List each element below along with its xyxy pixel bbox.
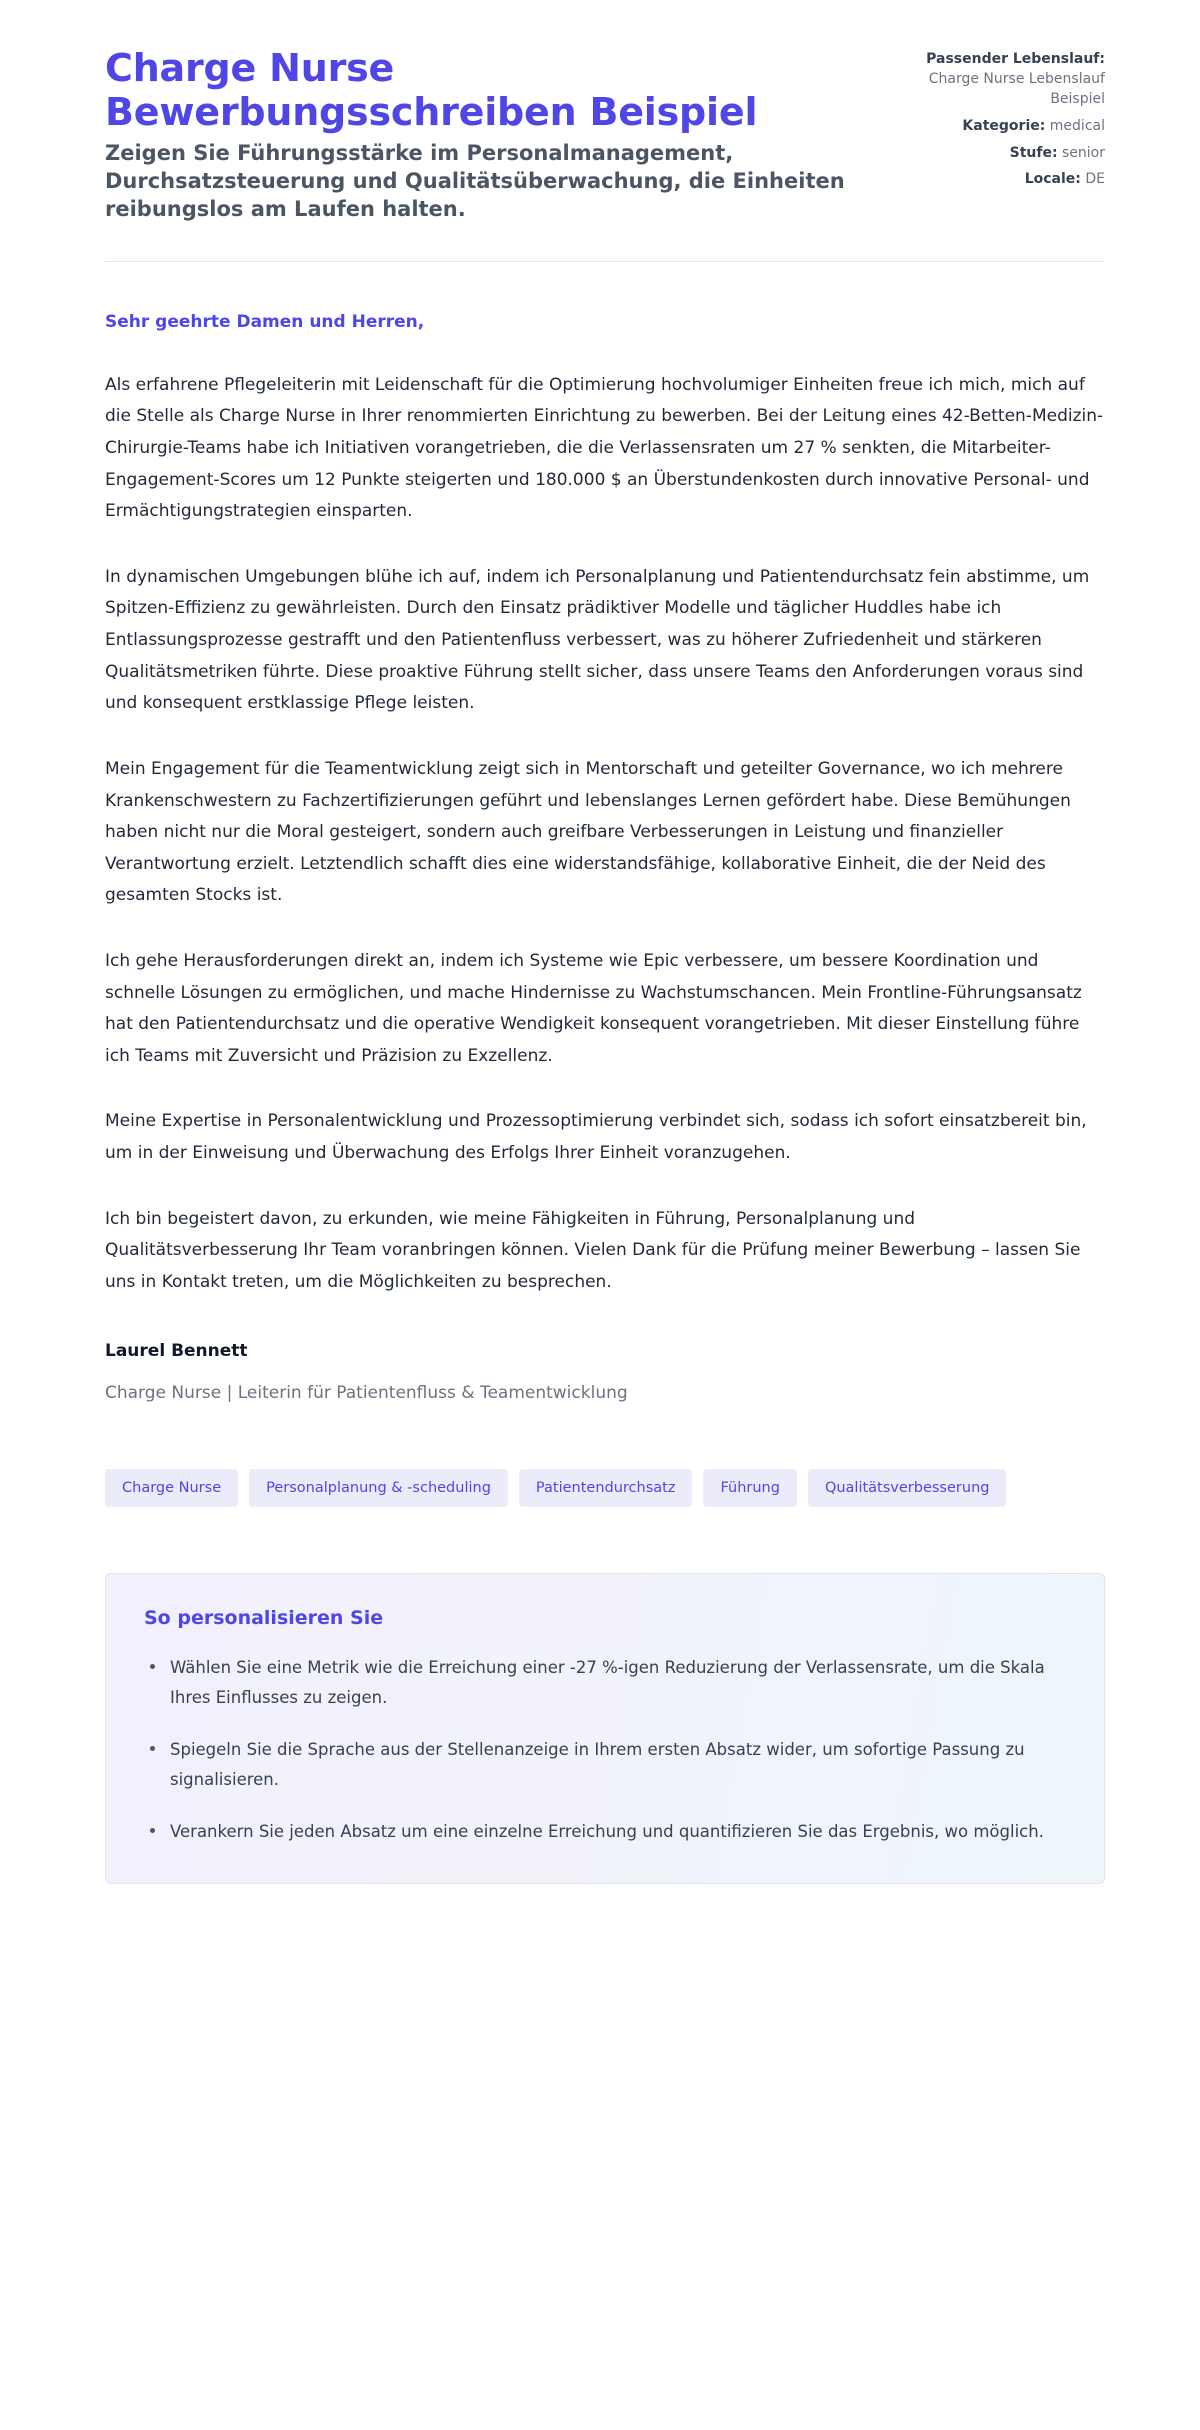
- tip-list-item: [144, 1653, 1066, 1713]
- personalization-tip-box: [105, 1573, 1105, 1884]
- document-metadata: [909, 46, 1105, 190]
- signature-block: [105, 1338, 1105, 1406]
- tip-list-item-text: Verankern Sie jeden Absatz um eine einzelne Erreichung und quantifizieren Sie das Ergebnis, wo möglich.: [170, 1821, 1044, 1841]
- tip-list-item-text: Wählen Sie eine Metrik wie die Erreichung einer -27 %-igen Reduzierung der Verlassensrate, um die Skala Ihres Einflusses zu zeigen.: [170, 1657, 1045, 1707]
- metadata-value: medical: [1049, 117, 1105, 134]
- metadata-value: senior: [1062, 144, 1105, 161]
- tip-list-item-text: Spiegeln Sie die Sprache aus der Stellenanzeige in Ihrem ersten Absatz wider, um sofortige Passung zu signalisieren.: [170, 1739, 1025, 1789]
- letter-paragraph: Meine Expertise in Personalentwicklung und Prozessoptimierung verbindet sich, sodass ich sofort einsatzbereit bin, um in der Einweisung und Überwachung des Erfolgs Ihrer Einheit voranzugehen.: [105, 1111, 1087, 1163]
- signature-role: Charge Nurse | Leiterin für Patientenfluss & Teamentwicklung: [105, 1382, 628, 1403]
- document-header: [105, 46, 1105, 223]
- bullet-icon: [150, 1664, 155, 1669]
- metadata-label: Stufe:: [1009, 144, 1058, 161]
- metadata-label: Locale:: [1024, 171, 1081, 188]
- letter-paragraph: Ich gehe Herausforderungen direkt an, indem ich Systeme wie Epic verbessere, um bessere Koordination und schnelle Lösungen zu ermöglichen, und mache Hindernisse zu Wachstumschancen. Mein Frontline-Führungsansatz hat den Patientendurchsatz und die operative Wendigkeit konsequent vorangetrieben. Mit dieser Einstellung führe ich Teams mit Zuversicht und Präzision zu Exzellenz.: [105, 950, 1082, 1066]
- metadata-row-locale: [909, 170, 1105, 190]
- metadata-label: Kategorie:: [962, 117, 1046, 134]
- metadata-row-level: [909, 144, 1105, 164]
- tip-box-title: So personalisieren Sie: [144, 1607, 384, 1630]
- tag-chip[interactable]: Personalplanung & -scheduling: [249, 1469, 508, 1508]
- bullet-icon: [150, 1828, 155, 1833]
- tag-chip[interactable]: Qualitätsverbesserung: [808, 1469, 1007, 1508]
- letter-paragraph: Als erfahrene Pflegeleiterin mit Leidenschaft für die Optimierung hochvolumiger Einheiten freue ich mich, mich auf die Stelle als Charge Nurse in Ihrer renommierten Einrichtung zu bewerben. Bei der Leitung eines 42-Betten-Medizin-Chirurgie-Teams habe ich Initiativen vorangetrieben, die die Verlassensraten um 27 % senkten, die Mitarbeiter-Engagement-Scores um 12 Punkte steigerten und 180.000 $ an Überstundenkosten durch innovative Personal- und Ermächtigungstrategien einsparten.: [105, 374, 1104, 522]
- metadata-value: DE: [1085, 171, 1105, 188]
- metadata-row-resume: [909, 50, 1105, 110]
- tip-list: [144, 1653, 1066, 1847]
- tag-chip[interactable]: Patientendurchsatz: [519, 1469, 693, 1508]
- letter-paragraph: In dynamischen Umgebungen blühe ich auf, indem ich Personalplanung und Patientendurchsatz fein abstimme, um Spitzen-Effizienz zu gewährleisten. Durch den Einsatz prädiktiver Modelle und täglicher Huddles habe ich Entlassungsprozesse gestrafft und den Patientenfluss verbessert, was zu höherer Zufriedenheit und stärkeren Qualitätsmetriken führte. Diese proaktive Führung stellt sicher, dass unsere Teams den Anforderungen voraus sind und konsequent erstklassige Pflege leisten.: [105, 566, 1090, 714]
- letter-salutation: Sehr geehrte Damen und Herren,: [105, 312, 425, 333]
- page-subtitle: Zeigen Sie Führungsstärke im Personalmanagement, Durchsatzsteuerung und Qualitätsüberwachung, die Einheiten reibungslos am Laufen halten.: [105, 141, 845, 221]
- tip-list-item: [144, 1817, 1066, 1847]
- metadata-row-category: [909, 117, 1105, 137]
- tag-chip[interactable]: Charge Nurse: [105, 1469, 238, 1508]
- tag-chip[interactable]: Führung: [703, 1469, 796, 1508]
- letter-body: [105, 262, 1105, 1407]
- header-title-block: [105, 46, 869, 223]
- bullet-icon: [150, 1746, 155, 1751]
- tip-list-item: [144, 1735, 1066, 1795]
- signature-name: Laurel Bennett: [105, 1341, 248, 1362]
- metadata-label: Passender Lebenslauf:: [926, 51, 1105, 67]
- letter-paragraph: Mein Engagement für die Teamentwicklung zeigt sich in Mentorschaft und geteilter Governance, wo ich mehrere Krankenschwestern zu Fachzertifizierungen geführt und lebenslanges Lernen gefördert habe. Diese Bemühungen haben nicht nur die Moral gesteigert, sondern auch greifbare Verbesserungen in Leistung und finanzieller Verantwortung erzielt. Letztendlich schafft dies eine widerstandsfähige, kollaborative Einheit, die der Neid des gesamten Stocks ist.: [105, 758, 1071, 906]
- tag-list: [105, 1469, 1105, 1508]
- letter-paragraph: Ich bin begeistert davon, zu erkunden, wie meine Fähigkeiten in Führung, Personalplanung und Qualitätsverbesserung Ihr Team voranbringen können. Vielen Dank für die Prüfung meiner Bewerbung – lassen Sie uns in Kontakt treten, um die Möglichkeiten zu besprechen.: [105, 1208, 1081, 1292]
- metadata-value: Charge Nurse Lebenslauf Beispiel: [928, 70, 1105, 107]
- page-title: Charge Nurse Bewerbungsschreiben Beispiel: [105, 46, 758, 135]
